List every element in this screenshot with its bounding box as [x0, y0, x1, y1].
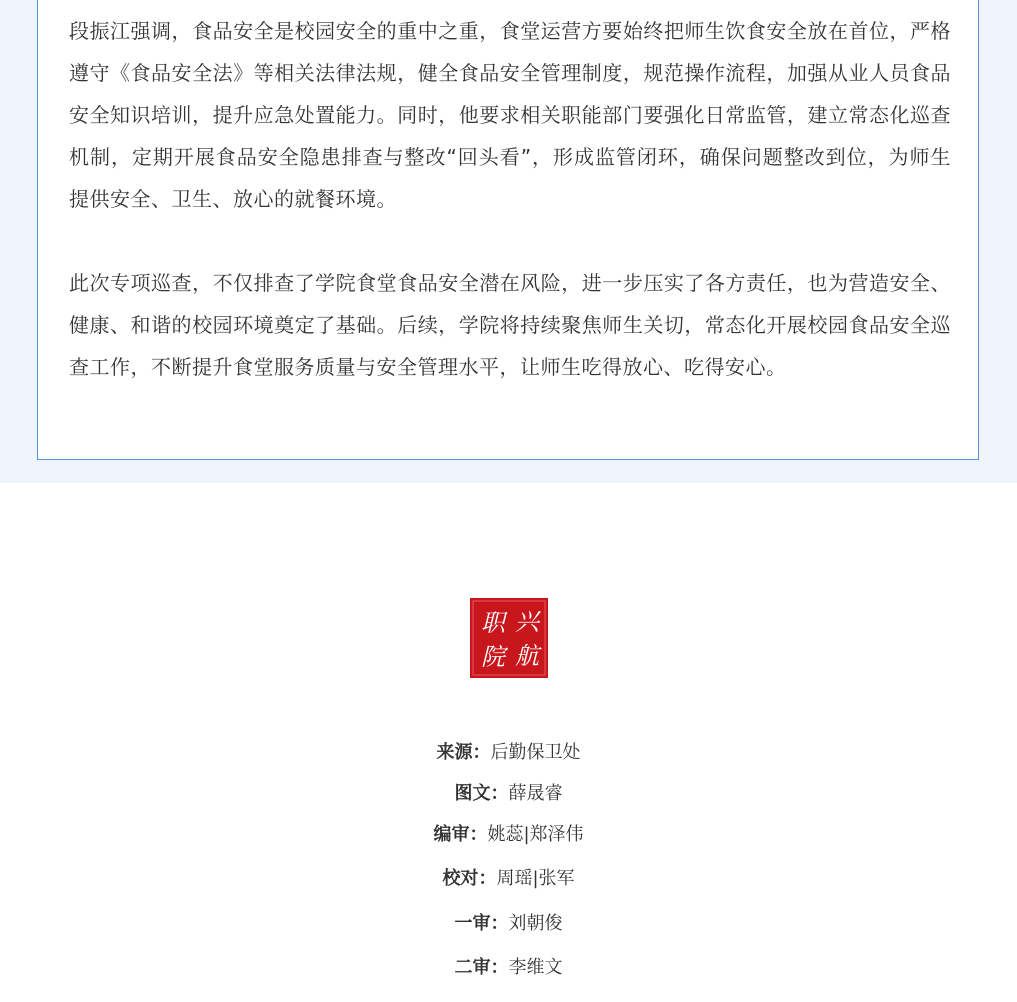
credit-proofreader: [0, 867, 1017, 891]
svg-text:职: 职: [481, 609, 505, 637]
credit-value: 李维文: [508, 957, 563, 978]
article-background-band: [0, 0, 1017, 483]
credit-source: [0, 741, 1017, 765]
credit-value: 周瑶|张军: [496, 868, 575, 889]
credit-label: 校对：: [442, 868, 497, 889]
credit-second-review: [0, 956, 1017, 980]
svg-text:航: 航: [515, 642, 539, 670]
credit-value: 姚蕊|郑泽伟: [487, 824, 584, 845]
credit-value: 后勤保卫处: [490, 742, 581, 763]
credit-label: 编审：: [433, 824, 488, 845]
article-text-card: [37, 0, 979, 460]
article-paragraph-1: 段振江强调，食品安全是校园安全的重中之重，食堂运营方要始终把师生饮食安全放在首位，严格遵守《食品安全法》等相关法律法规，健全食品安全管理制度，规范操作流程，加强从业人员食品安全知识培训，提升应急处置能力。同时，他要求相关职能部门要强化日常监管，建立常态化巡查机制，定期开展食品安全隐患排查与整改“回头看”，形成监管闭环，确保问题整改到位，为师生提供安全、卫生、放心的就餐环境。: [69, 19, 951, 211]
credit-value: 薛晟睿: [508, 783, 563, 804]
credit-label: 一审：: [454, 913, 509, 934]
credit-label: 图文：: [454, 783, 509, 804]
article-paragraph-2: 此次专项巡查，不仅排查了学院食堂食品安全潜在风险，进一步压实了各方责任，也为营造安全、健康、和谐的校园环境奠定了基础。后续，学院将持续聚焦师生关切，常态化开展校园食品安全巡查工作，不断提升食堂服务质量与安全管理水平，让师生吃得放心、吃得安心。: [69, 271, 951, 379]
credit-first-review: [0, 912, 1017, 936]
credit-editor: [0, 823, 1017, 847]
credit-label: 来源：: [436, 742, 491, 763]
svg-text:兴: 兴: [515, 608, 539, 636]
credit-photo-text: [0, 782, 1017, 806]
credit-label: 二审：: [454, 957, 509, 978]
seal-logo-icon: [469, 597, 549, 679]
credit-value: 刘朝俊: [508, 913, 563, 934]
svg-text:院: 院: [481, 643, 505, 671]
